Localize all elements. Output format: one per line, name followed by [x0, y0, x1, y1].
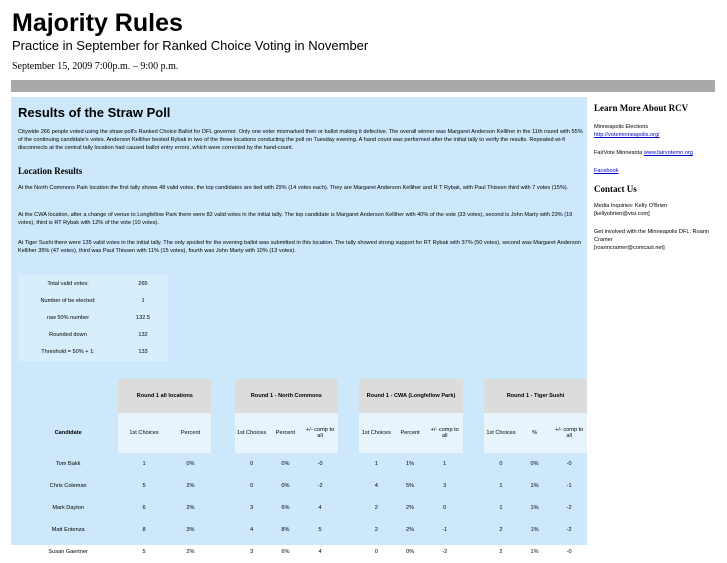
cell: -0 — [566, 461, 572, 467]
stat-value: 1 — [141, 297, 145, 304]
involved-email[interactable]: [roanncramer@comcast.net] — [594, 245, 665, 251]
cell: 3 — [443, 483, 447, 489]
cell: 1 — [499, 505, 503, 511]
col-first: 1st Choices — [484, 413, 518, 453]
cell: 1% — [406, 461, 415, 467]
cell: 0 — [374, 549, 378, 555]
col-comp: +/- comp to all — [427, 413, 463, 453]
cell: 6% — [281, 505, 290, 511]
cell: 0% — [281, 461, 290, 467]
table-row — [18, 497, 587, 519]
cell: 5 — [142, 549, 146, 555]
candidate-name: Susan Gaertner — [48, 549, 88, 555]
cell: 4 — [250, 527, 254, 533]
cell: -0 — [566, 549, 572, 555]
cell: 2 — [374, 527, 378, 533]
col-first: 1st Choices — [235, 413, 269, 453]
cell: 6 — [142, 505, 146, 511]
nav-bar — [11, 80, 715, 92]
media-email[interactable]: [kellyobrien@visi.com] — [594, 211, 650, 217]
get-involved: Get involved with the Minneapolis DFL: Roann Cramer — [594, 229, 710, 243]
mpls-elections-label: Minneapolis Elections — [594, 124, 649, 130]
cell: 2 — [499, 527, 503, 533]
candidate-name: Tom Bakk — [55, 461, 81, 467]
stat-label: Rounded down — [49, 331, 87, 338]
results-heading: Results of the Straw Poll — [18, 105, 171, 120]
cell: -1 — [566, 483, 572, 489]
fairvote-text: FairVote Minnesota — [594, 150, 643, 156]
results-table — [18, 379, 587, 563]
cell: 2% — [186, 549, 195, 555]
cell: 1 — [374, 461, 378, 467]
stat-label: Number of be elected: — [40, 297, 96, 304]
group-cwa-header: Round 1 - CWA (Longfellow Park) — [359, 379, 462, 413]
cell: 6% — [281, 549, 290, 555]
table-row — [18, 541, 587, 563]
cell: 0 — [250, 461, 254, 467]
col-candidate: Candidate — [54, 430, 82, 436]
cell: 8% — [281, 527, 290, 533]
cell: 4 — [318, 505, 322, 511]
col-first: 1st Choices — [359, 413, 393, 453]
location-results-heading: Location Results — [18, 166, 83, 176]
fairvote-label — [594, 149, 712, 157]
cell: -0 — [317, 461, 323, 467]
stat-label: Total valid votes: — [47, 280, 89, 287]
cell: 2% — [186, 505, 195, 511]
col-percent: Percent — [170, 413, 212, 453]
cell: 3% — [186, 527, 195, 533]
group-north-header: Round 1 - North Commons — [235, 379, 338, 413]
stat-label: raw 50% number — [46, 314, 90, 321]
stat-value: 265 — [138, 280, 148, 287]
cell: -2 — [566, 505, 572, 511]
col-percent: Percent — [269, 413, 303, 453]
candidate-name: Chris Coleman — [49, 483, 87, 489]
stats-table — [18, 275, 168, 360]
cell: 1% — [530, 505, 539, 511]
cell: 0% — [281, 483, 290, 489]
facebook-link[interactable]: Facebook — [594, 168, 619, 174]
cell: -2 — [317, 483, 323, 489]
cell: 4 — [318, 549, 322, 555]
cell: 2 — [499, 549, 503, 555]
main-content — [11, 97, 587, 555]
cell: 1 — [142, 461, 146, 467]
cell: 0% — [406, 549, 415, 555]
learn-more-heading: Learn More About RCV — [594, 103, 689, 113]
cell: 2 — [374, 505, 378, 511]
cell: 1% — [530, 549, 539, 555]
mpls-elections-link[interactable]: http://voteminneapolis.org/ — [594, 132, 660, 138]
stat-label: Threshold = 50% + 1: — [41, 348, 95, 355]
stat-value: 133 — [138, 348, 148, 355]
cell: 2% — [186, 483, 195, 489]
cell: 1% — [530, 527, 539, 533]
col-percent: Percent — [393, 413, 427, 453]
cell: -2 — [442, 549, 448, 555]
contact-heading: Contact Us — [594, 184, 637, 194]
cell: 0% — [530, 461, 539, 467]
cell: 1 — [443, 461, 447, 467]
stat-value: 132.5 — [136, 314, 150, 321]
cell: -2 — [566, 527, 572, 533]
table-row — [18, 475, 587, 497]
cell: 0 — [499, 461, 503, 467]
col-comp: +/- comp to all — [302, 413, 338, 453]
media-inquiries: Media Inquiries: Kelly O'Brien — [594, 203, 668, 209]
page-header — [12, 8, 368, 54]
north-commons-paragraph: At the North Commons Park location the first tally shows 48 valid votes, the top candidates are tied with 29% (14 votes each). They are Margaret Anderson Kelliher and R T Rybak, with Paul Thissen third with 7 votes (15%). — [18, 185, 569, 191]
cell: 0 — [443, 505, 447, 511]
event-date: September 15, 2009 7:00p.m. – 9:00 p.m. — [12, 61, 179, 72]
cell: 5% — [406, 483, 415, 489]
page-subtitle: Practice in September for Ranked Choice Voting in November — [12, 38, 369, 53]
table-row — [18, 519, 587, 541]
cell: 5 — [142, 483, 146, 489]
cell: 0% — [186, 461, 195, 467]
col-first: 1st Choices — [118, 413, 169, 453]
cell: 1 — [499, 483, 503, 489]
tiger-sushi-paragraph: At Tiger Sushi there were 135 valid votes in the initial tally. The only spoiled for the evening ballot was submitted in this location. The tally showed strong support for RT Rybak with 37% (50 votes), second was Margaret Anderson Kelliher 35% (47 votes), third was Paul Thissen with 11% (15 votes), fourth was John Marty with 10% (13 votes). — [18, 240, 581, 254]
cell: 3 — [250, 505, 254, 511]
sidebar — [587, 97, 715, 545]
cwa-paragraph: At the CWA location, after a change of venue to Longfellow Park there were 82 valid votes in the initial tally. The top candidate is Margaret Anderson Kelliher with 40% of the vote (33 votes), second is John Marty with 23% (19 votes), third is RT Rybak with 12% of the vote (10 votes). — [18, 212, 573, 226]
cell: 3 — [250, 549, 254, 555]
col-percent: % — [518, 413, 551, 453]
cell: 5 — [318, 527, 322, 533]
cell: -1 — [442, 527, 448, 533]
page-title: Majority Rules — [12, 9, 183, 37]
cell: 2% — [406, 527, 415, 533]
col-comp: +/- comp to all — [551, 413, 587, 453]
group-tiger-header: Round 1 - Tiger Sushi — [484, 379, 587, 413]
intro-paragraph: Citywide 266 people voted using the straw poll's Ranked Choice Ballot for DFL governor. Only one voter mismarked their or ballot making it defective. The overall winner was Margaret Anderson Kelliher in the 11th round with 55% of the continuing candidate's votes. Anderson Kelliher bested Rybak in two of the three locations conducting the poll on Tuesday evening. A hand count was performed after the initial tally to verify the results. Repeated wi-fi disconnects at the central tally location had caused ballot entry errors, which were corrected by the hand-count. — [18, 129, 583, 151]
candidate-name: Matt Entenza — [51, 527, 85, 533]
cell: 8 — [142, 527, 146, 533]
fairvote-link[interactable]: www.fairvotemn.org — [643, 150, 693, 156]
cell: 0 — [250, 483, 254, 489]
group-all-header: Round 1 all locations — [118, 379, 211, 413]
candidate-name: Mark Dayton — [52, 505, 85, 511]
table-row — [18, 453, 587, 475]
cell: 2% — [406, 505, 415, 511]
cell: 1% — [530, 483, 539, 489]
cell: 4 — [374, 483, 378, 489]
stat-value: 132 — [138, 331, 148, 338]
